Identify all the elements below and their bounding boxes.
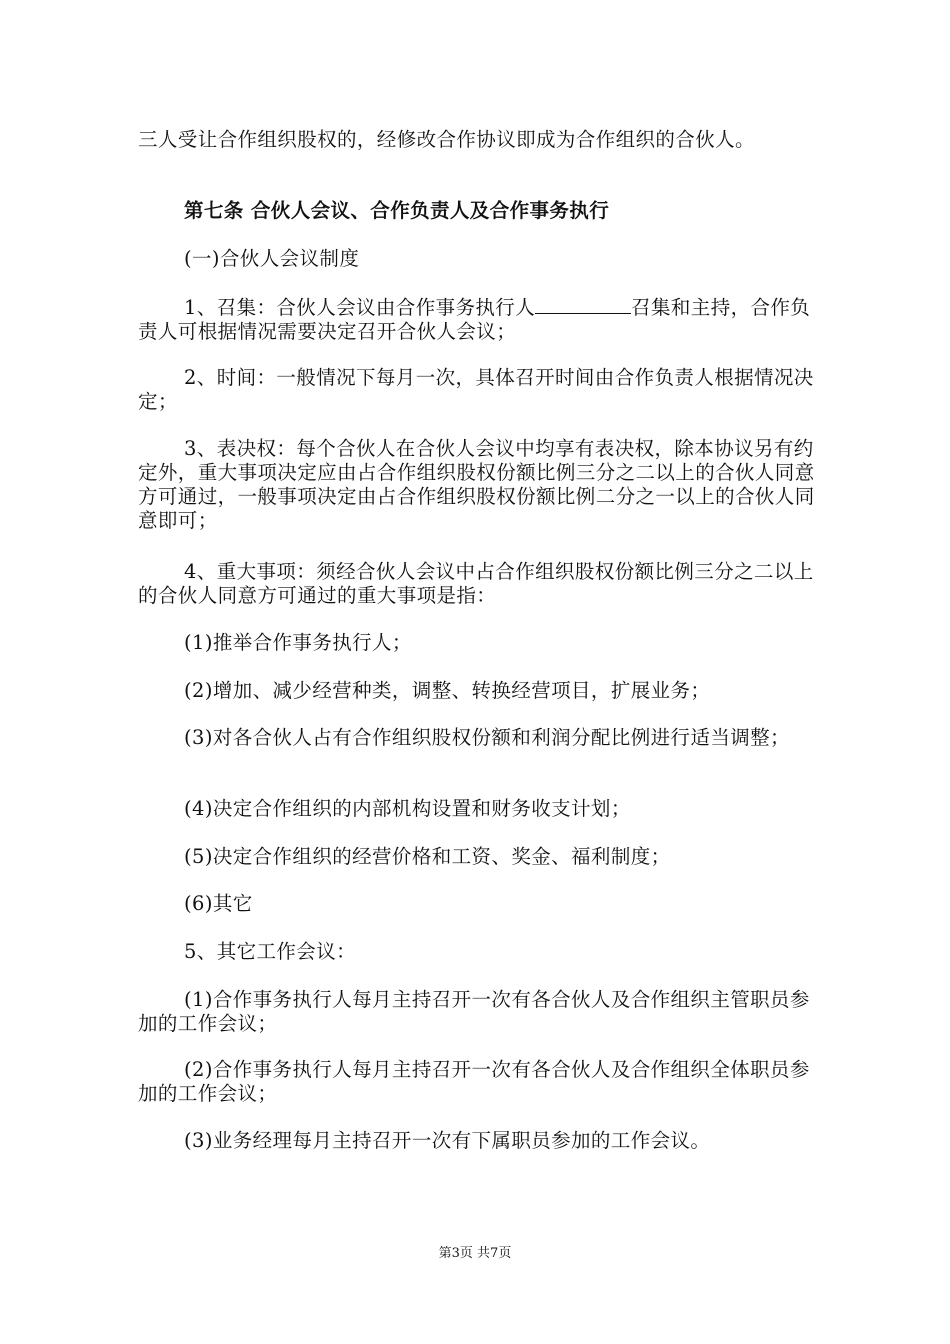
item-1-convening bbox=[138, 295, 818, 344]
major-matter-6: (6)其它 bbox=[184, 892, 253, 915]
item-5-other-meetings: 5、其它工作会议： bbox=[184, 940, 357, 963]
blank-fill-line bbox=[535, 295, 631, 314]
meeting-3: (3)业务经理每月主持召开一次有下属职员参加的工作会议。 bbox=[184, 1129, 711, 1152]
item-4-major-matters: 4、重大事项：须经合伙人会议中占合作组织股权份额比例三分之二以上的合伙人同意方可通过的重大事项是指： bbox=[138, 560, 814, 607]
major-matter-2: (2)增加、减少经营种类，调整、转换经营项目，扩展业务； bbox=[184, 679, 711, 702]
paragraph-continuation: 三人受让合作组织股权的，经修改合作协议即成为合作组织的合伙人。 bbox=[138, 128, 755, 151]
item-3-voting-right: 3、表决权：每个合伙人在合伙人会议中均享有表决权，除本协议另有约定外，重大事项决定应由占合作组织股权份额比例三分之二以上的合伙人同意方可通过，一般事项决定由占合作组织股权份额比例二分之一以上的合伙人同意即可； bbox=[138, 437, 815, 532]
item-2-time: 2、时间：一般情况下每月一次，具体召开时间由合作负责人根据情况决定； bbox=[138, 366, 814, 413]
section-1-heading: (一)合伙人会议制度 bbox=[184, 247, 360, 270]
item-1-text-b: 召集和主持，合作负责人可根据情况需要决定召开合伙人会议； bbox=[138, 296, 811, 343]
item-1-text-a: 1、召集：合伙人会议由合作事务执行人 bbox=[184, 296, 536, 319]
meeting-1: (1)合作事务执行人每月主持召开一次有各合伙人及合作组织主管职员参加的工作会议； bbox=[138, 988, 810, 1035]
page-number-footer: 第3页 共7页 bbox=[438, 1246, 512, 1261]
major-matter-3: (3)对各合伙人占有合作组织股权份额和利润分配比例进行适当调整； bbox=[184, 726, 790, 749]
major-matter-1: (1)推举合作事务执行人； bbox=[184, 631, 412, 654]
major-matter-4: (4)决定合作组织的内部机构设置和财务收支计划； bbox=[184, 797, 631, 820]
article-7-heading: 第七条 合伙人会议、合作负责人及合作事务执行 bbox=[184, 199, 610, 222]
major-matter-5: (5)决定合作组织的经营价格和工资、奖金、福利制度； bbox=[184, 845, 671, 868]
meeting-2: (2)合作事务执行人每月主持召开一次有各合伙人及合作组织全体职员参加的工作会议； bbox=[138, 1058, 810, 1105]
